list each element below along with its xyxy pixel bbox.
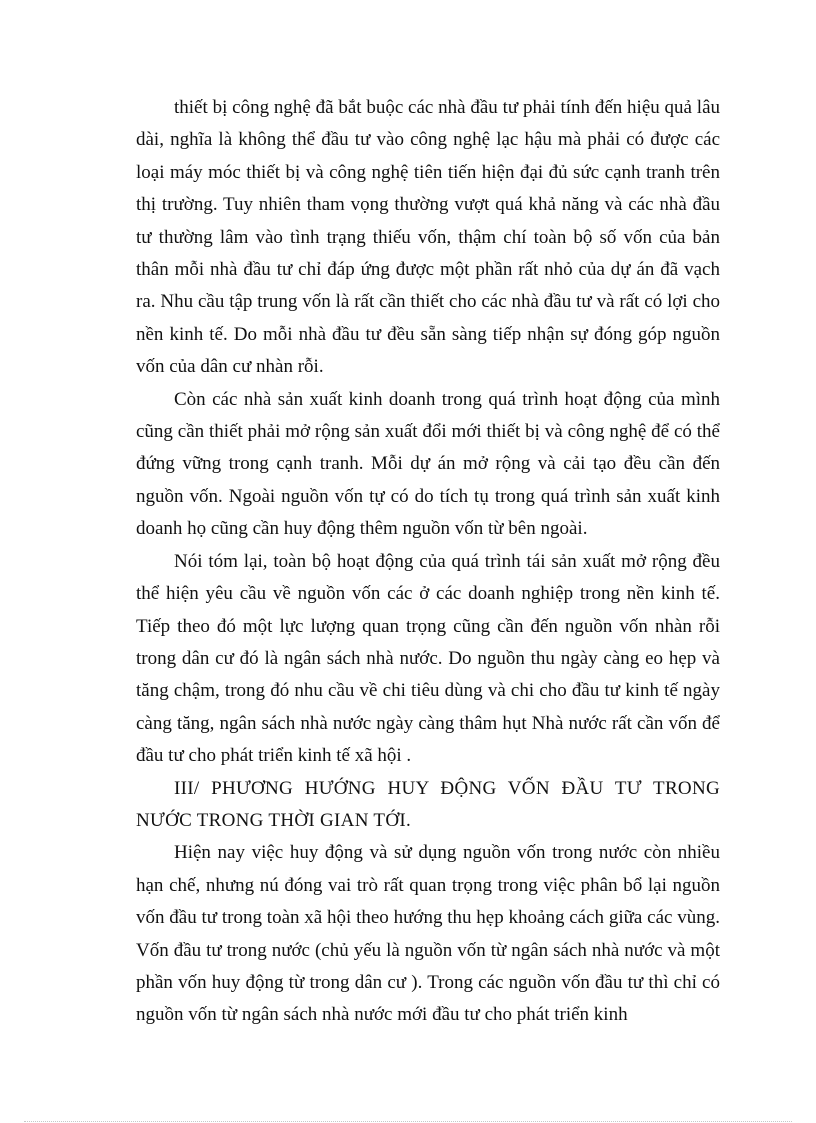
document-body [136, 92, 720, 1032]
paragraph-2: Còn các nhà sản xuất kinh doanh trong quá trình hoạt động của mình cũng cần thiết phải mở rộng sản xuất đổi mới thiết bị và công nghệ để có thể đứng vững trong cạnh tranh. Mỗi dự án mở rộng và cải tạo đều cần đến nguồn vốn. Ngoài nguồn vốn tự có do tích tụ trong quá trình sản xuất kinh doanh họ cũng cần huy động thêm nguồn vốn từ bên ngoài. [136, 388, 720, 540]
paragraph-1: thiết bị công nghệ đã bắt buộc các nhà đầu tư phải tính đến hiệu quả lâu dài, nghĩa là không thể đầu tư vào công nghệ lạc hậu mà phải có được các loại máy móc thiết bị và công nghệ tiên tiến hiện đại đủ sức cạnh tranh trên thị trường. Tuy nhiên tham vọng thường vượt quá khả năng và các nhà đầu tư thường lâm vào tình trạng thiếu vốn, thậm chí toàn bộ số vốn của bản thân mỗi nhà đầu tư chỉ đáp ứng được một phần rất nhỏ của dự án đã vạch ra. Nhu cầu tập trung vốn là rất cần thiết cho các nhà đầu tư và rất có lợi cho nền kinh tế. Do mỗi nhà đầu tư đều sẵn sàng tiếp nhận sự đóng góp nguồn vốn của dân cư nhàn rỗi. [136, 97, 720, 378]
page-bottom-divider [24, 1121, 792, 1122]
section-heading: III/ PHƯƠNG HƯỚNG HUY ĐỘNG VỐN ĐẦU TƯ TRONG NƯỚC TRONG THỜI GIAN TỚI. [136, 777, 720, 831]
paragraph-3: Nói tóm lại, toàn bộ hoạt động của quá trình tái sản xuất mở rộng đều thể hiện yêu cầu về nguồn vốn các ở các doanh nghiệp trong nền kinh tế. Tiếp theo đó một lực lượng quan trọng cũng cần đến nguồn vốn nhàn rỗi trong dân cư đó là ngân sách nhà nước. Do nguồn thu ngày càng eo hẹp và tăng chậm, trong đó nhu cầu về chi tiêu dùng và chi cho đầu tư kinh tế ngày càng tăng, ngân sách nhà nước ngày càng thâm hụt Nhà nước rất cần vốn để đầu tư cho phát triển kinh tế xã hội . [136, 550, 720, 767]
paragraph-4: Hiện nay việc huy động và sử dụng nguồn vốn trong nước còn nhiều hạn chế, nhưng nú đóng vai trò rất quan trọng trong việc phân bổ lại nguồn vốn đầu tư trong toàn xã hội theo hướng thu hẹp khoảng cách giữa các vùng. Vốn đầu tư trong nước (chủ yếu là nguồn vốn từ ngân sách nhà nước và một phần vốn huy động từ trong dân cư ). Trong các nguồn vốn đầu tư thì chỉ có nguồn vốn từ ngân sách nhà nước mới đầu tư cho phát triển kinh [136, 842, 720, 1026]
